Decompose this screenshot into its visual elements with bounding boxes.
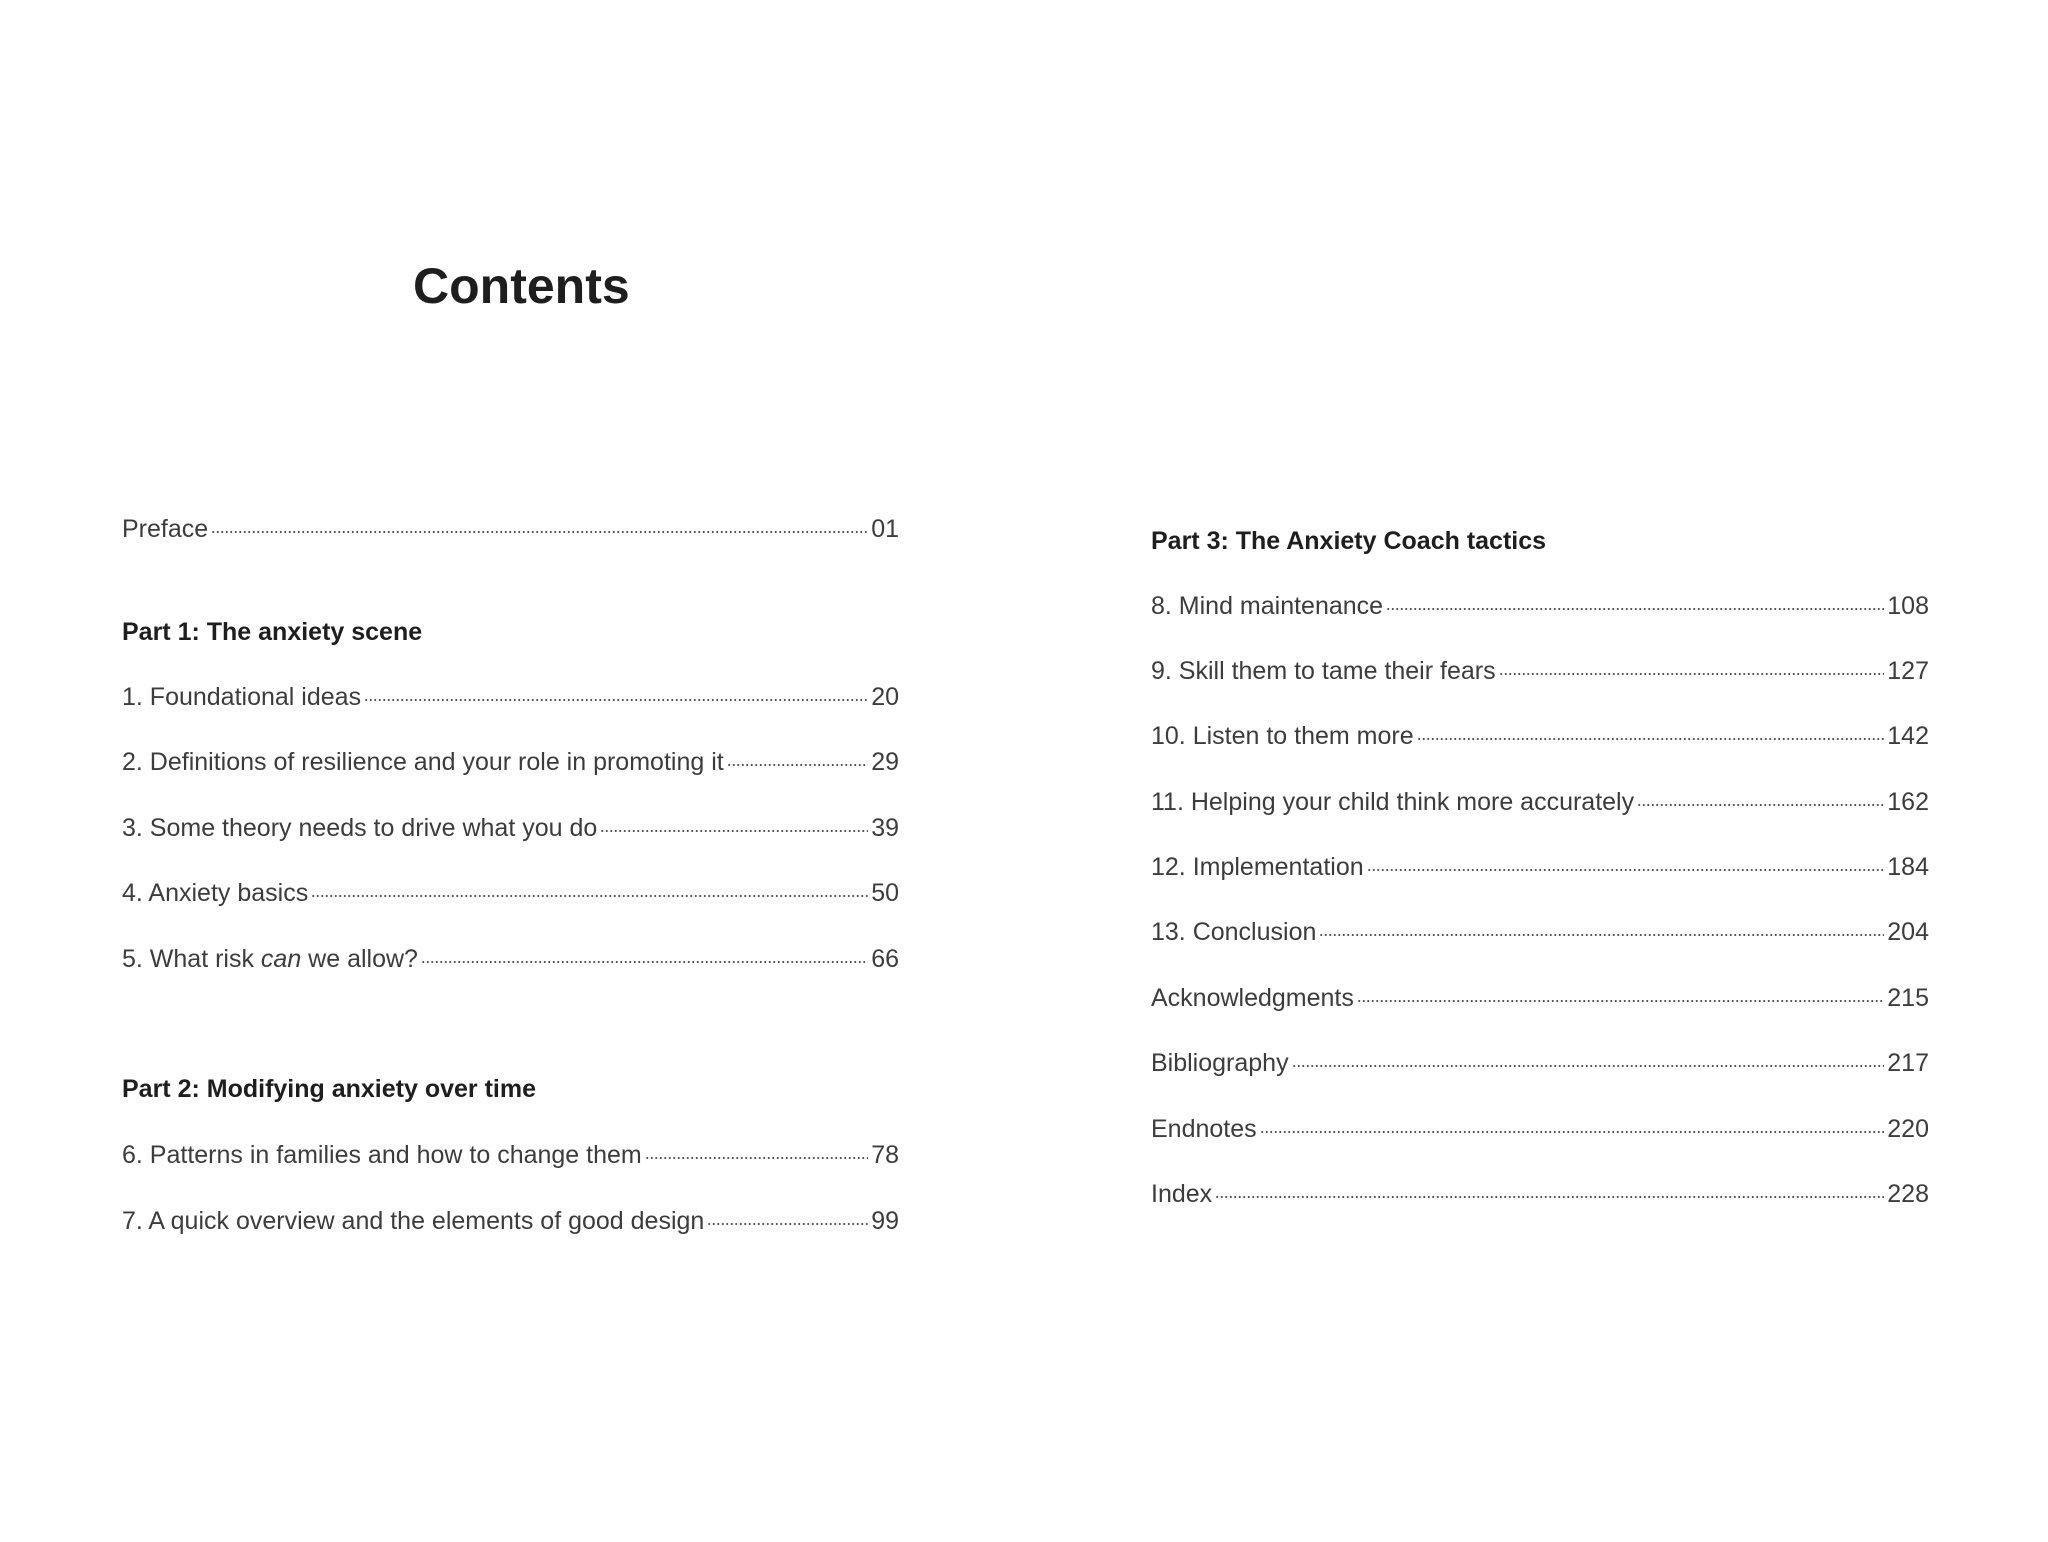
toc-entry-label: 6. Patterns in families and how to change them [122,1141,642,1169]
toc-entry-label: Endnotes [1151,1115,1257,1143]
toc-page-number: 162 [1887,788,1929,816]
toc-entry-label: 8. Mind maintenance [1151,592,1384,620]
toc-entry-chapter-3[interactable] [122,811,899,845]
dot-leader [645,1155,868,1161]
toc-page-number: 215 [1887,984,1929,1012]
toc-entry-label: Bibliography [1151,1049,1289,1077]
label-part: we allow? [301,945,418,973]
toc-page-number: 78 [871,1141,899,1169]
dot-leader [211,529,868,535]
toc-page-number: 204 [1887,918,1929,946]
toc-entry-chapter-13[interactable] [1151,915,1929,949]
dot-leader [1357,998,1884,1004]
toc-entry-chapter-7[interactable] [122,1204,899,1238]
toc-entry-chapter-8[interactable] [1151,589,1929,623]
toc-entry-endnotes[interactable] [1151,1112,1929,1146]
toc-entry-label: Index [1151,1180,1213,1208]
page-title: Contents [413,258,630,314]
toc-entry-label: 13. Conclusion [1151,918,1317,946]
dot-leader [1386,606,1884,612]
dot-leader [311,893,868,899]
toc-entry-chapter-10[interactable] [1151,719,1929,753]
toc-page-number: 142 [1887,722,1929,750]
toc-page-number: 99 [871,1207,899,1235]
part-1-heading: Part 1: The anxiety scene [122,618,423,646]
toc-entry-label: 1. Foundational ideas [122,683,362,711]
toc-entry-index[interactable] [1151,1177,1929,1211]
toc-entry-chapter-9[interactable] [1151,654,1929,688]
label-part: 5. What risk [122,945,261,973]
dot-leader [1637,802,1884,808]
dot-leader [1319,932,1884,938]
toc-entry-label: Acknowledgments [1151,984,1354,1012]
toc-page-number: 39 [871,814,899,842]
toc-page-number: 127 [1887,657,1929,685]
toc-page-number: 29 [871,748,899,776]
toc-entry-label: 11. Helping your child think more accurately [1151,788,1635,816]
toc-entry-chapter-2[interactable] [122,745,899,779]
toc-entry-label [122,942,418,976]
toc-page-number: 01 [871,515,899,543]
toc-entry-label: 7. A quick overview and the elements of good design [122,1207,705,1235]
toc-page-number: 50 [871,879,899,907]
toc-page-number: 20 [871,683,899,711]
part-2-heading: Part 2: Modifying anxiety over time [122,1075,536,1103]
toc-entry-chapter-5[interactable] [122,942,899,976]
toc-entry-chapter-6[interactable] [122,1138,899,1172]
toc-page-number: 108 [1887,592,1929,620]
toc-entry-bibliography[interactable] [1151,1046,1929,1080]
toc-page-number: 220 [1887,1115,1929,1143]
dot-leader [364,697,868,703]
toc-entry-acknowledgments[interactable] [1151,981,1929,1015]
part-3-heading: Part 3: The Anxiety Coach tactics [1151,527,1547,555]
toc-entry-label: 9. Skill them to tame their fears [1151,657,1496,685]
toc-entry-label: 4. Anxiety basics [122,879,309,907]
toc-page-number: 217 [1887,1049,1929,1077]
dot-leader [600,828,868,834]
toc-entry-label: 2. Definitions of resilience and your role in promoting it [122,748,724,776]
toc-entry-chapter-1[interactable] [122,680,899,714]
toc-entry-chapter-4[interactable] [122,876,899,910]
toc-entry-preface[interactable] [122,512,899,546]
toc-entry-label: Preface [122,515,209,543]
toc-entry-label: 3. Some theory needs to drive what you do [122,814,598,842]
toc-entry-label: 10. Listen to them more [1151,722,1414,750]
toc-entry-label: 12. Implementation [1151,853,1364,881]
toc-entry-chapter-12[interactable] [1151,850,1929,884]
toc-page-number: 184 [1887,853,1929,881]
dot-leader [1499,671,1885,677]
dot-leader [707,1221,868,1227]
dot-leader [1260,1129,1885,1135]
toc-page-number: 228 [1887,1180,1929,1208]
label-italic-part: can [260,945,302,973]
toc-page-number: 66 [871,945,899,973]
dot-leader [421,959,868,965]
dot-leader [727,762,868,768]
dot-leader [1215,1194,1884,1200]
dot-leader [1292,1063,1885,1069]
dot-leader [1367,867,1885,873]
dot-leader [1417,736,1885,742]
toc-entry-chapter-11[interactable] [1151,785,1929,819]
